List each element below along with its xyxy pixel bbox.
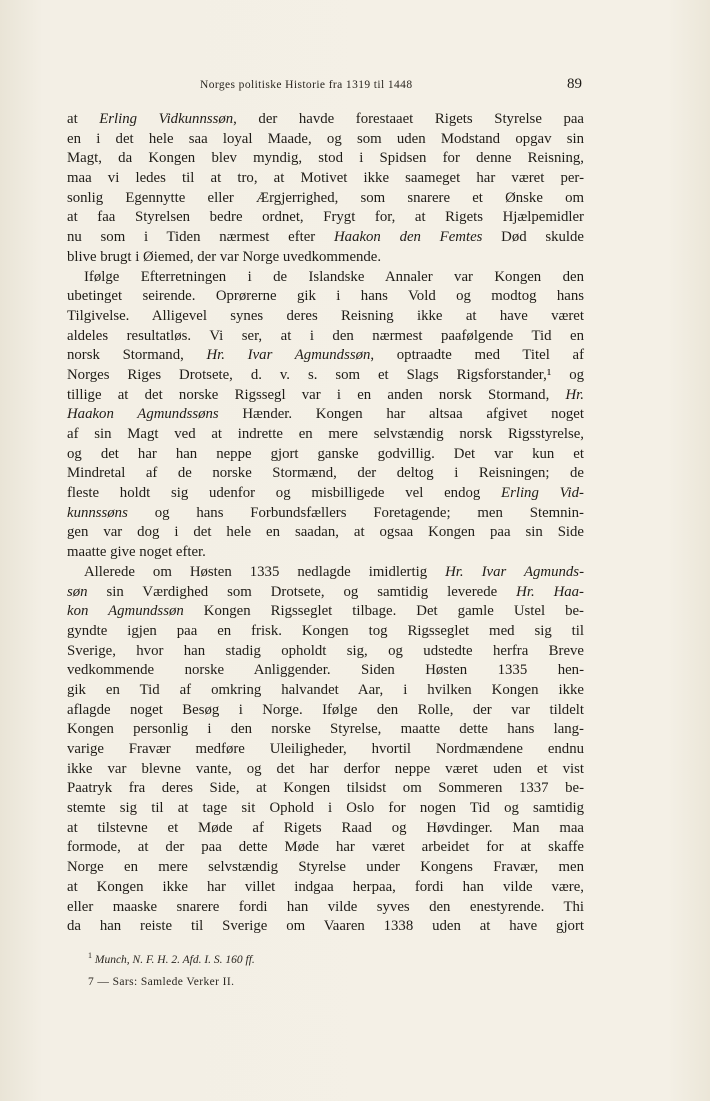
text-line xyxy=(67,622,584,642)
text-line xyxy=(67,701,584,721)
text-line xyxy=(67,661,584,681)
text-line xyxy=(67,720,584,740)
text-line xyxy=(67,189,584,209)
text-segment: og det har han neppe gjort ganske godvillig. Det var kun et xyxy=(67,445,584,462)
text-segment: eller maaske snarere fordi han vilde syves den enestyrende. Thi xyxy=(67,898,584,915)
text-segment: formode, at der paa dette Møde har været arbeidet for at skaffe xyxy=(67,839,584,856)
italic-segment: Erling Vid- xyxy=(501,485,584,502)
text-segment: varige Fravær medføre Uleiligheder, hvortil Nordmændene endnu xyxy=(67,741,584,757)
text-segment: og hans Forbundsfællers Foretagende; men Stemnin- xyxy=(127,504,584,521)
text-line xyxy=(67,898,584,918)
text-line xyxy=(67,248,584,268)
text-line xyxy=(67,799,584,819)
text-segment: fleste holdt sig udenfor og misbilligede vel endog xyxy=(67,485,502,502)
footnote-marker: 1 xyxy=(88,951,92,960)
text-segment: af sin Magt ved at indrette en mere selvstændig norsk Rigsstyrelse, xyxy=(67,426,584,442)
italic-segment: kunnssøns xyxy=(67,504,128,521)
text-line xyxy=(67,445,584,465)
text-line xyxy=(67,917,584,937)
text-line xyxy=(67,504,584,524)
text-segment: blive brugt i Øiemed, der var Norge uvedkommende. xyxy=(67,248,382,265)
text-line xyxy=(67,208,584,228)
text-segment: Norge en mere selvstændig Styrelse under Kongens Fravær, men xyxy=(67,859,584,876)
italic-segment: kon Agmundssøn xyxy=(67,603,184,620)
text-segment: Kongen personlig i den norske Styrelse, maatte dette hans lang- xyxy=(67,721,584,738)
text-segment: gik en Tid af omkring halvandet Aar, i hvilken Kongen ikke xyxy=(67,681,584,698)
text-line xyxy=(67,169,584,189)
text-line xyxy=(67,878,584,898)
text-segment: da han reiste til Sverige om Vaaren 1338 uden at have gjort xyxy=(67,918,584,935)
footnote-text: Munch, N. F. H. 2. Afd. I. S. 160 ff. xyxy=(94,953,255,966)
text-line xyxy=(67,681,584,701)
text-segment: Allerede om Høsten 1335 nedlagde imidlertig xyxy=(84,563,446,580)
text-line xyxy=(67,405,584,425)
body-text xyxy=(67,110,584,937)
text-line xyxy=(67,583,584,603)
text-line xyxy=(67,779,584,799)
text-segment: maa vi ledes til at tro, at Motivet ikke saameget har været per- xyxy=(67,170,584,187)
text-line xyxy=(67,523,584,543)
footnote xyxy=(88,948,568,968)
text-line xyxy=(67,464,584,484)
text-segment: sonlig Egennytte eller Ærgjerrighed, som snarere et Ønske om xyxy=(67,189,584,206)
text-line xyxy=(67,346,584,366)
italic-segment: Hr. Haa- xyxy=(516,583,584,600)
text-segment: Norges Riges Drotsete, d. v. s. som et Slags Rigsforstander,¹ og xyxy=(67,366,584,383)
text-segment: tillige at det norske Rigssegl var i en anden norsk Stormand, xyxy=(67,386,566,403)
text-line xyxy=(67,327,584,347)
text-segment: en i det hele saa loyal Maade, og som uden Modstand opgav sin xyxy=(67,130,584,147)
italic-segment: Hr. Ivar Agmundssøn xyxy=(206,347,371,364)
text-line xyxy=(67,268,584,288)
text-segment: , der havde forestaaet Rigets Styrelse paa xyxy=(233,111,584,127)
text-line xyxy=(67,838,584,858)
text-segment: ubetinget seirende. Oprørerne gik i hans Vold og modtog hans xyxy=(67,288,584,305)
text-segment: sin Værdighed som Drotsete, og samtidig leverede xyxy=(87,583,517,600)
page-number: 89 xyxy=(567,76,582,92)
text-line xyxy=(67,386,584,406)
text-line xyxy=(67,543,584,563)
text-segment: at xyxy=(67,111,100,127)
text-line xyxy=(67,602,584,622)
text-segment: at Kongen ikke har villet indgaa herpaa, fordi han vilde være, xyxy=(67,878,584,895)
text-line xyxy=(67,366,584,386)
text-segment: at faa Styrelsen bedre ordnet, Frygt for, at Rigets Hjælpemidler xyxy=(67,209,584,226)
text-segment: Mindretal af de norske Stormænd, der deltog i Reisningen; de xyxy=(67,465,584,482)
text-line xyxy=(67,484,584,504)
italic-segment: Hr. Ivar Agmunds- xyxy=(445,563,584,580)
text-segment: ikke var blevne vante, og det har derfor neppe været uden et vist xyxy=(67,760,584,777)
italic-segment: Haakon Agmundssøns xyxy=(67,406,219,423)
text-line xyxy=(67,740,584,760)
text-segment: , optraadte med Titel af xyxy=(370,347,584,364)
text-line xyxy=(67,425,584,445)
running-head xyxy=(0,76,710,99)
text-segment: maatte give noget efter. xyxy=(67,544,206,561)
running-title: Norges politiske Historie fra 1319 til 1448 xyxy=(200,79,413,91)
text-segment: at tilstevne et Møde af Rigets Raad og Høvdinger. Man maa xyxy=(67,819,584,836)
text-segment: stemte sig til at tage sit Ophold i Oslo for nogen Tid og samtidig xyxy=(67,800,584,817)
text-segment: gyndte igjen paa en frisk. Kongen tog Rigsseglet med sig til xyxy=(67,622,584,639)
text-line xyxy=(67,858,584,878)
text-segment: vedkommende norske Anliggender. Siden Høsten 1335 hen- xyxy=(67,662,584,679)
italic-segment: søn xyxy=(67,583,88,600)
signature-line: 7 — Sars: Samlede Verker II. xyxy=(88,976,235,988)
text-line xyxy=(67,228,584,248)
text-segment: Død skulde xyxy=(482,229,584,246)
text-segment: Ifølge Efterretningen i de Islandske Annaler var Kongen den xyxy=(84,268,584,285)
italic-segment: Erling Vidkunnssøn xyxy=(99,111,234,127)
text-segment: aldeles resultatløs. Vi ser, at i den nærmest paafølgende Tid en xyxy=(67,327,584,344)
text-line xyxy=(67,130,584,150)
text-line xyxy=(67,642,584,662)
text-segment: gen var dog i det hele en saadan, at ogsaa Kongen paa sin Side xyxy=(67,524,584,541)
text-segment: Kongen Rigsseglet tilbage. Det gamle Ustel be- xyxy=(183,603,584,620)
text-line xyxy=(67,307,584,327)
text-segment: aflagde noget Besøg i Norge. Ifølge den Rolle, der var tildelt xyxy=(67,701,584,718)
text-segment: Paatryk fra deres Side, at Kongen tilsidst om Sommeren 1337 be- xyxy=(67,780,584,797)
text-line xyxy=(67,149,584,169)
text-line xyxy=(67,110,584,130)
text-segment: Hænder. Kongen har altsaa afgivet noget xyxy=(218,406,584,423)
text-line xyxy=(67,760,584,780)
text-segment: nu som i Tiden nærmest efter xyxy=(67,229,334,246)
text-segment: Sverige, hvor han stadig opholdt sig, og udstedte herfra Breve xyxy=(67,642,584,659)
text-segment: Magt, da Kongen blev myndig, stod i Spidsen for denne Reisning, xyxy=(67,150,584,167)
italic-segment: Hr. xyxy=(565,386,584,403)
text-segment: norsk Stormand, xyxy=(67,347,207,364)
text-line xyxy=(67,563,584,583)
italic-segment: Haakon den Femtes xyxy=(333,229,483,246)
text-segment: Tilgivelse. Alligevel synes deres Reisning ikke at have været xyxy=(67,307,584,324)
text-line xyxy=(67,287,584,307)
text-line xyxy=(67,819,584,839)
footnotes xyxy=(88,948,568,968)
